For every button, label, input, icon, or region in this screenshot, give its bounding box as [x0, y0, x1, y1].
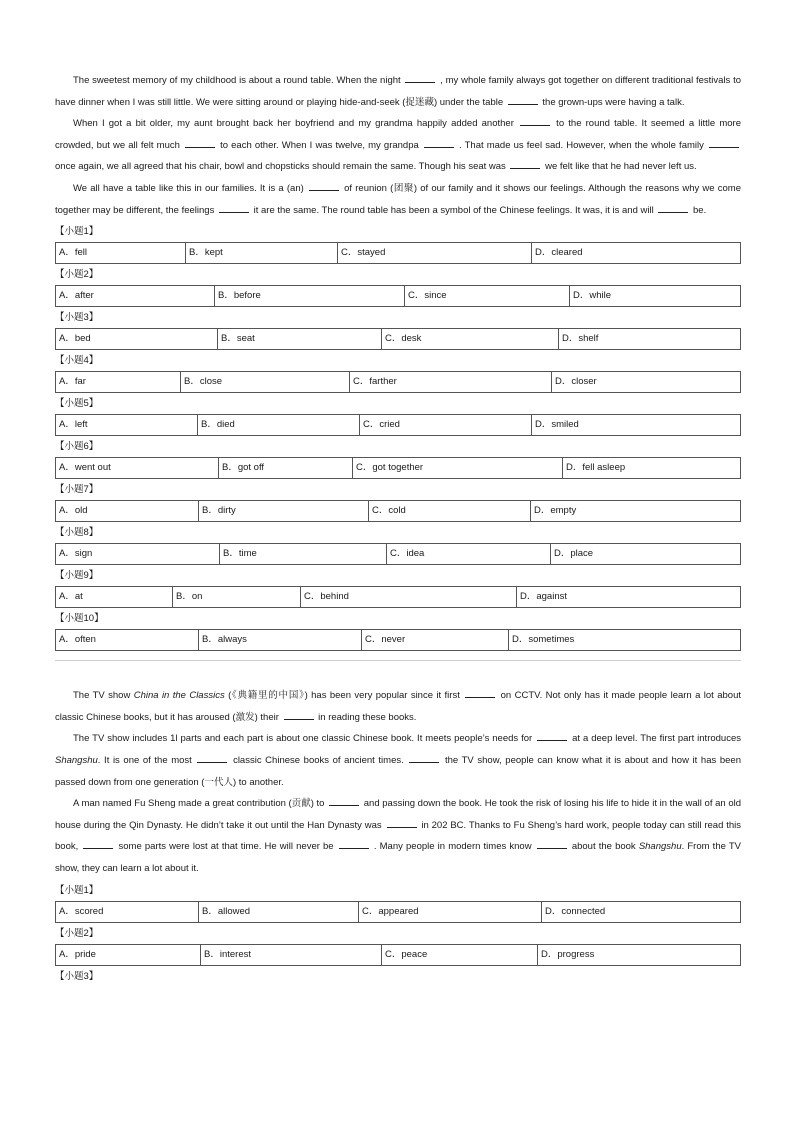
option-b[interactable]: B．died	[198, 415, 360, 435]
option-a[interactable]: A．at	[56, 587, 173, 607]
text-run: the TV show, people can know what it is about and how it has been passed down from one generation (一代人) to another.	[55, 754, 741, 788]
text-run: the grown-ups were having a talk.	[539, 96, 685, 108]
passage2-paragraph-2	[55, 728, 741, 793]
option-d[interactable]: D．closer	[555, 376, 597, 388]
answer-blank[interactable]	[83, 839, 113, 849]
options-row	[55, 371, 741, 393]
question-label: 【小题1】	[55, 884, 99, 896]
text-run: some parts were lost at that time. He will never be	[115, 841, 337, 853]
text-run: . From the TV show, they can learn a lot about it.	[55, 841, 741, 874]
option-a[interactable]: A．pride	[56, 945, 201, 965]
text-run: we felt like that he had never left us.	[542, 161, 697, 173]
answer-blank[interactable]	[424, 138, 454, 148]
passage1-paragraph-1	[55, 70, 741, 113]
question-label: 【小题2】	[55, 269, 99, 281]
option-d[interactable]: D．place	[554, 548, 594, 560]
text-run: once again, we all agreed that his chair, bowl and chopsticks should remain the same. Though his seat was	[55, 161, 509, 173]
text-run: to each other. When I was twelve, my grandpa	[217, 139, 422, 151]
answer-blank[interactable]	[409, 753, 439, 763]
option-c[interactable]: C．peace	[382, 945, 538, 965]
answer-blank[interactable]	[709, 138, 739, 148]
question-label: 【小题4】	[55, 355, 99, 367]
answer-blank[interactable]	[658, 203, 688, 213]
text-run: classic Chinese books of ancient times.	[229, 754, 408, 766]
option-c[interactable]: C．cold	[369, 501, 531, 521]
option-a[interactable]: A．scored	[56, 902, 199, 922]
option-b[interactable]: B．seat	[218, 329, 382, 349]
option-d[interactable]: D．progress	[541, 948, 595, 960]
option-b[interactable]: B．before	[215, 286, 405, 306]
options-row	[55, 414, 741, 436]
option-d[interactable]: D．while	[573, 290, 612, 302]
option-d[interactable]: D．cleared	[535, 247, 583, 259]
answer-blank[interactable]	[465, 688, 495, 698]
text-run: We all have a table like this in our families. It is a (an)	[73, 182, 307, 194]
passage2-paragraph-3	[55, 793, 741, 879]
option-a[interactable]: A．often	[56, 630, 199, 650]
answer-blank[interactable]	[508, 95, 538, 105]
question-label: 【小题3】	[55, 312, 99, 324]
option-b[interactable]: B．on	[173, 587, 301, 607]
option-a[interactable]: A．fell	[56, 243, 186, 263]
option-c[interactable]: C．farther	[350, 372, 552, 392]
option-c[interactable]: C．since	[405, 286, 570, 306]
option-b[interactable]: B．kept	[186, 243, 338, 263]
answer-blank[interactable]	[537, 839, 567, 849]
text-run: about the book	[568, 841, 639, 853]
question-label: 【小题8】	[55, 527, 99, 539]
text-run: (《典籍里的中国》) has been very popular since it first	[224, 690, 464, 702]
options-row	[55, 944, 741, 966]
question-label: 【小题10】	[55, 613, 104, 625]
option-d[interactable]: D．empty	[534, 505, 577, 517]
show-title: China in the Classics	[133, 690, 225, 702]
answer-blank[interactable]	[339, 839, 369, 849]
answer-blank[interactable]	[284, 710, 314, 720]
question-label: 【小题9】	[55, 570, 99, 582]
text-run: of reunion (团聚) of our family and it shows our feelings. Although the reasons why we come together may be different, the feelings	[55, 182, 741, 216]
options-row	[55, 500, 741, 522]
option-c[interactable]: C．never	[362, 630, 509, 650]
passage1-paragraph-2	[55, 113, 741, 178]
option-c[interactable]: C．got together	[353, 458, 563, 478]
options-row	[55, 328, 741, 350]
option-d[interactable]: D．fell asleep	[566, 462, 626, 474]
text-run: on CCTV. Not only has it made people learn a lot about classic Chinese books, but it has aroused (激发) their	[55, 690, 741, 723]
answer-blank[interactable]	[387, 818, 417, 828]
answer-blank[interactable]	[537, 731, 567, 741]
option-d[interactable]: D．shelf	[562, 333, 599, 345]
option-a[interactable]: A．after	[56, 286, 215, 306]
answer-blank[interactable]	[510, 159, 540, 169]
option-b[interactable]: B．got off	[219, 458, 353, 478]
option-a[interactable]: A．far	[56, 372, 181, 392]
question-label: 【小题5】	[55, 398, 99, 410]
text-run: . It is one of the most	[97, 754, 196, 766]
text-run: and passing down the book. He took the risk of losing his life to hide it in the wall of an old house during the Qin Dynasty. He didn’t take it out until the Han Dynasty was	[55, 798, 742, 831]
options-row	[55, 457, 741, 479]
text-run: it are the same. The round table has been a symbol of the Chinese feelings. It was, it is and will	[250, 204, 657, 216]
question-label: 【小题6】	[55, 441, 99, 453]
options-row	[55, 543, 741, 565]
option-a[interactable]: A．went out	[56, 458, 219, 478]
option-c[interactable]: C．appeared	[359, 902, 542, 922]
text-run: When I got a bit older, my aunt brought back her boyfriend and my grandma happily added another	[73, 118, 519, 130]
option-c[interactable]: C．desk	[382, 329, 559, 349]
answer-blank[interactable]	[309, 181, 339, 191]
option-a[interactable]: A．bed	[56, 329, 218, 349]
worksheet	[55, 70, 741, 987]
passage2-paragraph-1	[55, 685, 741, 728]
answer-blank[interactable]	[185, 138, 215, 148]
text-run: . That made us feel sad. However, when the whole family	[455, 139, 707, 151]
option-b[interactable]: B．time	[220, 544, 387, 564]
question-label: 【小题7】	[55, 484, 99, 496]
text-run: The TV show includes 1l parts and each part is about one classic Chinese book. It meets people’s needs for	[73, 733, 536, 745]
text-run: The sweetest memory of my childhood is about a round table. When the night	[73, 75, 404, 86]
option-a[interactable]: A．old	[56, 501, 199, 521]
passage1-paragraph-3	[55, 178, 741, 221]
text-run: A man named Fu Sheng made a great contribution (贡献) to	[73, 798, 328, 810]
option-b[interactable]: B．allowed	[199, 902, 359, 922]
book-title: Shangshu	[55, 754, 98, 766]
text-run: , my whole family always got together on different traditional festivals to have dinner when I was still little. We were sitting around or playing hide-and-seek (捉迷藏) under the table	[55, 75, 741, 108]
option-c[interactable]: C．stayed	[338, 243, 532, 263]
book-title: Shangshu	[638, 841, 682, 853]
text-run: at a deep level. The first part introduces	[569, 733, 741, 745]
options-row	[55, 586, 741, 608]
option-b[interactable]: B．interest	[201, 945, 382, 965]
options-row	[55, 242, 741, 264]
text-run: be.	[690, 204, 707, 216]
option-d[interactable]: D．connected	[545, 905, 606, 917]
answer-blank[interactable]	[329, 796, 359, 806]
option-d[interactable]: D．against	[520, 591, 567, 603]
question-label: 【小题3】	[55, 970, 99, 982]
options-row	[55, 901, 741, 923]
option-a[interactable]: A．left	[56, 415, 198, 435]
question-label: 【小题2】	[55, 927, 99, 939]
answer-blank[interactable]	[520, 116, 550, 126]
text-run: in 202 BC. Thanks to Fu Sheng’s hard work, people today can still read this book,	[55, 819, 741, 853]
options-row	[55, 285, 741, 307]
text-run: in reading these books.	[315, 711, 417, 723]
text-run: The TV show	[73, 690, 134, 702]
option-c[interactable]: C．behind	[301, 587, 517, 607]
option-d[interactable]: D．smiled	[535, 419, 579, 431]
text-run: to the round table. It seemed a little more crowded, but we all felt much	[55, 118, 741, 151]
option-c[interactable]: C．idea	[387, 544, 551, 564]
options-row	[55, 629, 741, 651]
section-divider	[55, 660, 741, 661]
option-c[interactable]: C．cried	[360, 415, 532, 435]
answer-blank[interactable]	[219, 203, 249, 213]
option-b[interactable]: B．dirty	[199, 501, 369, 521]
option-d[interactable]: D．sometimes	[512, 634, 575, 646]
answer-blank[interactable]	[405, 73, 435, 83]
question-label: 【小题1】	[55, 226, 99, 238]
option-b[interactable]: B．close	[181, 372, 350, 392]
text-run: . Many people in modern times know	[370, 841, 535, 853]
answer-blank[interactable]	[197, 753, 227, 763]
option-b[interactable]: B．always	[199, 630, 362, 650]
option-a[interactable]: A．sign	[56, 544, 220, 564]
